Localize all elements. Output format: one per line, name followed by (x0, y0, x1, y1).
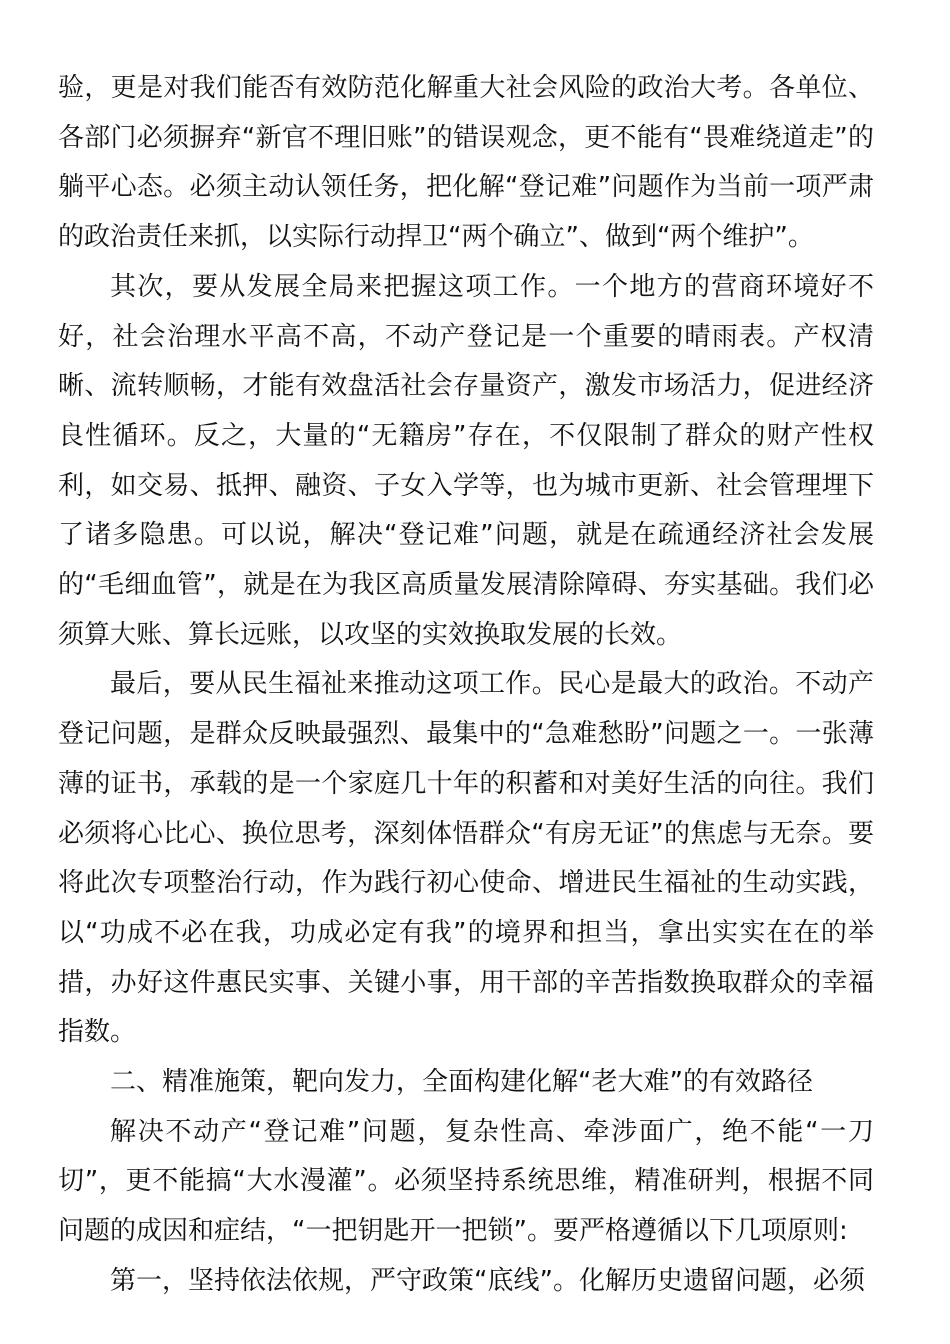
paragraph-intro: 解决不动产“登记难”问题，复杂性高、牵涉面广，绝不能“一刀切”，更不能搞“大水漫灌”。必须坚持系统思维，精准研判，根据不同问题的成因和症结，“一把钥匙开一把锁”。要严格遵循以下几项原则: (58, 1116, 874, 1247)
paragraph-livelihood: 最后，要从民生福祉来推动这项工作。民心是最大的政治。不动产登记问题，是群众反映最强烈、最集中的“急难愁盼”问题之一。一张薄薄的证书，承载的是一个家庭几十年的积蓄和对美好生活的向往。我们必须将心比心、换位思考，深刻体悟群众“有房无证”的焦虑与无奈。要将此次专项整治行动，作为践行初心使命、增进民生福祉的生动实践，以“功成不必在我，功成必定有我”的境界和担当，拿出实实在在的举措，办好这件惠民实事、关键小事，用干部的辛苦指数换取群众的幸福指数。 (58, 669, 874, 1048)
paragraph-continuation: 验，更是对我们能否有效防范化解重大社会风险的政治大考。各单位、各部门必须摒弃“新官不理旧账”的错误观念，更不能有“畏难绕道走”的躺平心态。必须主动认领任务，把化解“登记难”问题作为当前一项严肃的政治责任来抓，以实际行动捍卫“两个确立”、做到“两个维护”。 (58, 73, 874, 253)
section-heading: 二、精准施策，靶向发力，全面构建化解“老大难”的有效路径 (110, 1067, 813, 1098)
paragraph-first-principle: 第一，坚持依法依规，严守政策“底线”。化解历史遗留问题，必须 (110, 1265, 865, 1296)
paragraph-development: 其次，要从发展全局来把握这项工作。一个地方的营商环境好不好，社会治理水平高不高，不动产登记是一个重要的晴雨表。产权清晰、流转顺畅，才能有效盘活社会存量资产，激发市场活力，促进经济良性循环。反之，大量的“无籍房”存在，不仅限制了群众的财产性权利，如交易、抵押、融资、子女入学等，也为城市更新、社会管理埋下了诸多隐患。可以说，解决“登记难”问题，就是在疏通经济社会发展的“毛细血管”，就是在为我区高质量发展清除障碍、夯实基础。我们必须算大账、算长远账，以攻坚的实效换取发展的长效。 (58, 271, 874, 650)
